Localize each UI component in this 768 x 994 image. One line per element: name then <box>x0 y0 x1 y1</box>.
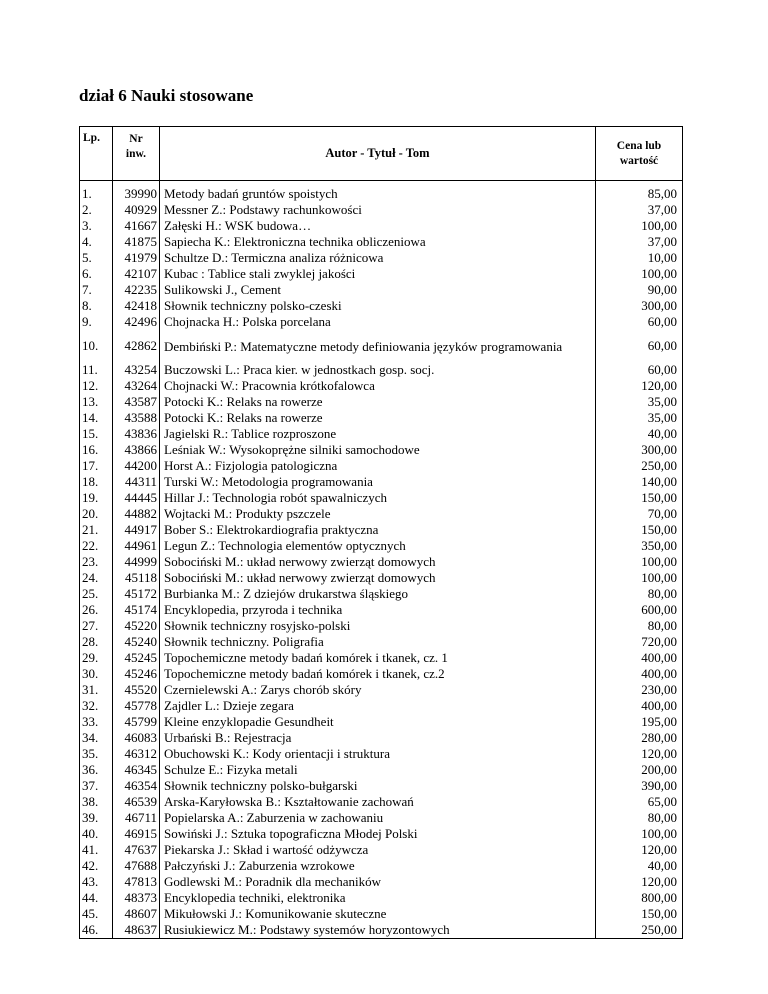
cell-lp: 33. <box>80 714 113 730</box>
cell-nr: 41875 <box>113 234 160 250</box>
table-row <box>80 858 683 874</box>
cell-nr: 45520 <box>113 682 160 698</box>
cell-nr: 43866 <box>113 442 160 458</box>
cell-title: Hillar J.: Technologia robót spawalniczych <box>160 490 596 506</box>
cell-title: Obuchowski K.: Kody orientacji i struktura <box>160 746 596 762</box>
header-row <box>80 127 683 181</box>
cell-title: Metody badań gruntów spoistych <box>160 186 596 202</box>
cell-lp: 13. <box>80 394 113 410</box>
table-row <box>80 410 683 426</box>
cell-price: 120,00 <box>596 874 683 890</box>
cell-price: 250,00 <box>596 922 683 939</box>
table-row <box>80 906 683 922</box>
cell-price: 140,00 <box>596 474 683 490</box>
table-row <box>80 682 683 698</box>
table-row <box>80 250 683 266</box>
cell-nr: 45246 <box>113 666 160 682</box>
cell-lp: 14. <box>80 410 113 426</box>
header-lp: Lp. <box>80 127 113 181</box>
cell-lp: 42. <box>80 858 113 874</box>
cell-title: Legun Z.: Technologia elementów optycznych <box>160 538 596 554</box>
cell-title: Mikułowski J.: Komunikowanie skuteczne <box>160 906 596 922</box>
cell-price: 40,00 <box>596 426 683 442</box>
cell-lp: 24. <box>80 570 113 586</box>
table-row <box>80 234 683 250</box>
cell-nr: 42496 <box>113 314 160 330</box>
cell-title: Słownik techniczny rosyjsko-polski <box>160 618 596 634</box>
cell-lp: 18. <box>80 474 113 490</box>
cell-price: 90,00 <box>596 282 683 298</box>
table-row <box>80 698 683 714</box>
cell-title: Horst A.: Fizjologia patologiczna <box>160 458 596 474</box>
table-row <box>80 714 683 730</box>
header-price: Cena lub wartość <box>596 127 683 181</box>
cell-title: Arska-Karyłowska B.: Kształtowanie zachowań <box>160 794 596 810</box>
cell-title: Turski W.: Metodologia programowania <box>160 474 596 490</box>
cell-title: Chojnacki W.: Pracownia krótkofalowca <box>160 378 596 394</box>
cell-lp: 8. <box>80 298 113 314</box>
cell-title: Pałczyński J.: Zaburzenia wzrokowe <box>160 858 596 874</box>
cell-nr: 45778 <box>113 698 160 714</box>
cell-nr: 46354 <box>113 778 160 794</box>
cell-price: 400,00 <box>596 698 683 714</box>
cell-lp: 46. <box>80 922 113 939</box>
cell-lp: 11. <box>80 362 113 378</box>
cell-nr: 39990 <box>113 186 160 202</box>
cell-lp: 7. <box>80 282 113 298</box>
cell-title: Burbianka M.: Z dziejów drukarstwa śląskiego <box>160 586 596 602</box>
cell-price: 350,00 <box>596 538 683 554</box>
cell-nr: 44917 <box>113 522 160 538</box>
cell-lp: 30. <box>80 666 113 682</box>
cell-price: 80,00 <box>596 618 683 634</box>
cell-nr: 42862 <box>113 330 160 362</box>
cell-nr: 43588 <box>113 410 160 426</box>
cell-price: 100,00 <box>596 826 683 842</box>
cell-nr: 47688 <box>113 858 160 874</box>
cell-title: Topochemiczne metody badań komórek i tkanek, cz. 1 <box>160 650 596 666</box>
cell-price: 390,00 <box>596 778 683 794</box>
cell-title: Kubac : Tablice stali zwyklej jakości <box>160 266 596 282</box>
cell-price: 35,00 <box>596 410 683 426</box>
page-title: dział 6 Nauki stosowane <box>79 86 254 105</box>
cell-price: 250,00 <box>596 458 683 474</box>
cell-nr: 44999 <box>113 554 160 570</box>
cell-lp: 27. <box>80 618 113 634</box>
cell-title: Encyklopedia techniki, elektronika <box>160 890 596 906</box>
cell-price: 100,00 <box>596 266 683 282</box>
table-row <box>80 458 683 474</box>
cell-lp: 41. <box>80 842 113 858</box>
cell-lp: 12. <box>80 378 113 394</box>
cell-price: 85,00 <box>596 186 683 202</box>
cell-title: Urbański B.: Rejestracja <box>160 730 596 746</box>
cell-lp: 31. <box>80 682 113 698</box>
cell-nr: 43587 <box>113 394 160 410</box>
cell-title: Topochemiczne metody badań komórek i tkanek, cz.2 <box>160 666 596 682</box>
cell-title: Słownik techniczny. Poligrafia <box>160 634 596 650</box>
cell-nr: 42418 <box>113 298 160 314</box>
cell-lp: 28. <box>80 634 113 650</box>
cell-price: 37,00 <box>596 202 683 218</box>
cell-price: 280,00 <box>596 730 683 746</box>
cell-price: 40,00 <box>596 858 683 874</box>
cell-nr: 41667 <box>113 218 160 234</box>
cell-nr: 44200 <box>113 458 160 474</box>
table-row <box>80 282 683 298</box>
table-row <box>80 218 683 234</box>
cell-lp: 39. <box>80 810 113 826</box>
cell-title: Zajdler L.: Dzieje zegara <box>160 698 596 714</box>
cell-lp: 1. <box>80 186 113 202</box>
cell-nr: 43836 <box>113 426 160 442</box>
cell-lp: 19. <box>80 490 113 506</box>
cell-title: Sobociński M.: układ nerwowy zwierząt domowych <box>160 570 596 586</box>
cell-lp: 36. <box>80 762 113 778</box>
cell-nr: 44961 <box>113 538 160 554</box>
cell-lp: 22. <box>80 538 113 554</box>
cell-nr: 46539 <box>113 794 160 810</box>
cell-price: 150,00 <box>596 906 683 922</box>
cell-price: 600,00 <box>596 602 683 618</box>
cell-price: 120,00 <box>596 378 683 394</box>
cell-price: 120,00 <box>596 746 683 762</box>
cell-lp: 40. <box>80 826 113 842</box>
cell-price: 37,00 <box>596 234 683 250</box>
table-row <box>80 778 683 794</box>
cell-price: 720,00 <box>596 634 683 650</box>
table-row <box>80 586 683 602</box>
cell-price: 300,00 <box>596 298 683 314</box>
cell-title: Popielarska A.: Zaburzenia w zachowaniu <box>160 810 596 826</box>
cell-lp: 35. <box>80 746 113 762</box>
header-nr: Nr inw. <box>113 127 160 181</box>
cell-nr: 42235 <box>113 282 160 298</box>
cell-nr: 45220 <box>113 618 160 634</box>
cell-title: Sulikowski J., Cement <box>160 282 596 298</box>
cell-lp: 2. <box>80 202 113 218</box>
table-row <box>80 394 683 410</box>
cell-lp: 38. <box>80 794 113 810</box>
cell-nr: 46915 <box>113 826 160 842</box>
cell-title: Jagielski R.: Tablice rozproszone <box>160 426 596 442</box>
cell-lp: 26. <box>80 602 113 618</box>
cell-nr: 45799 <box>113 714 160 730</box>
cell-nr: 44445 <box>113 490 160 506</box>
cell-title: Potocki K.: Relaks na rowerze <box>160 410 596 426</box>
cell-price: 120,00 <box>596 842 683 858</box>
cell-title: Leśniak W.: Wysokoprężne silniki samochodowe <box>160 442 596 458</box>
table-row <box>80 474 683 490</box>
cell-price: 195,00 <box>596 714 683 730</box>
table-row <box>80 490 683 506</box>
table-row <box>80 874 683 890</box>
table-row <box>80 378 683 394</box>
table-row <box>80 634 683 650</box>
cell-price: 70,00 <box>596 506 683 522</box>
table-row <box>80 842 683 858</box>
cell-lp: 16. <box>80 442 113 458</box>
cell-title: Piekarska J.: Skład i wartość odżywcza <box>160 842 596 858</box>
cell-nr: 46345 <box>113 762 160 778</box>
cell-price: 150,00 <box>596 490 683 506</box>
cell-price: 400,00 <box>596 666 683 682</box>
table-row <box>80 570 683 586</box>
cell-title: Chojnacka H.: Polska porcelana <box>160 314 596 330</box>
cell-lp: 6. <box>80 266 113 282</box>
cell-title: Sapiecha K.: Elektroniczna technika obliczeniowa <box>160 234 596 250</box>
table-row <box>80 922 683 939</box>
cell-lp: 17. <box>80 458 113 474</box>
table-row <box>80 186 683 202</box>
table-row <box>80 522 683 538</box>
table-row <box>80 810 683 826</box>
cell-title: Messner Z.: Podstawy rachunkowości <box>160 202 596 218</box>
cell-nr: 47637 <box>113 842 160 858</box>
cell-price: 800,00 <box>596 890 683 906</box>
cell-title: Czernielewski A.: Zarys chorób skóry <box>160 682 596 698</box>
cell-nr: 48607 <box>113 906 160 922</box>
cell-lp: 45. <box>80 906 113 922</box>
cell-nr: 40929 <box>113 202 160 218</box>
cell-lp: 32. <box>80 698 113 714</box>
cell-price: 100,00 <box>596 554 683 570</box>
table-row <box>80 826 683 842</box>
table-row <box>80 618 683 634</box>
table-row <box>80 602 683 618</box>
cell-lp: 15. <box>80 426 113 442</box>
cell-price: 150,00 <box>596 522 683 538</box>
cell-price: 10,00 <box>596 250 683 266</box>
table-row <box>80 554 683 570</box>
cell-title: Rusiukiewicz M.: Podstawy systemów horyzontowych <box>160 922 596 939</box>
cell-lp: 43. <box>80 874 113 890</box>
table-row <box>80 202 683 218</box>
cell-lp: 9. <box>80 314 113 330</box>
cell-lp: 29. <box>80 650 113 666</box>
cell-nr: 43254 <box>113 362 160 378</box>
table-row <box>80 314 683 330</box>
table-row <box>80 442 683 458</box>
cell-nr: 44311 <box>113 474 160 490</box>
table-row <box>80 746 683 762</box>
table-row <box>80 794 683 810</box>
table-body <box>80 181 683 939</box>
cell-price: 35,00 <box>596 394 683 410</box>
cell-nr: 45240 <box>113 634 160 650</box>
cell-title: Potocki K.: Relaks na rowerze <box>160 394 596 410</box>
cell-price: 60,00 <box>596 362 683 378</box>
cell-title: Słownik techniczny polsko-bułgarski <box>160 778 596 794</box>
cell-price: 100,00 <box>596 570 683 586</box>
cell-title: Encyklopedia, przyroda i technika <box>160 602 596 618</box>
cell-lp: 3. <box>80 218 113 234</box>
table-row <box>80 730 683 746</box>
cell-lp: 37. <box>80 778 113 794</box>
cell-price: 80,00 <box>596 810 683 826</box>
cell-price: 60,00 <box>596 330 683 362</box>
cell-title: Sowiński J.: Sztuka topograficzna Młodej Polski <box>160 826 596 842</box>
cell-lp: 4. <box>80 234 113 250</box>
cell-nr: 45118 <box>113 570 160 586</box>
cell-lp: 5. <box>80 250 113 266</box>
table-row <box>80 506 683 522</box>
cell-title: Sobociński M.: układ nerwowy zwierząt domowych <box>160 554 596 570</box>
cell-lp: 34. <box>80 730 113 746</box>
cell-title: Wojtacki M.: Produkty pszczele <box>160 506 596 522</box>
table-row <box>80 330 683 362</box>
table-row <box>80 426 683 442</box>
cell-lp: 20. <box>80 506 113 522</box>
cell-title: Słownik techniczny polsko-czeski <box>160 298 596 314</box>
cell-title: Buczowski L.: Praca kier. w jednostkach gosp. socj. <box>160 362 596 378</box>
cell-price: 230,00 <box>596 682 683 698</box>
cell-nr: 47813 <box>113 874 160 890</box>
cell-price: 300,00 <box>596 442 683 458</box>
cell-price: 400,00 <box>596 650 683 666</box>
cell-lp: 44. <box>80 890 113 906</box>
cell-title: Bober S.: Elektrokardiografia praktyczna <box>160 522 596 538</box>
table-row <box>80 650 683 666</box>
cell-nr: 46312 <box>113 746 160 762</box>
cell-price: 60,00 <box>596 314 683 330</box>
cell-lp: 10. <box>80 330 113 362</box>
table-row <box>80 298 683 314</box>
table-row <box>80 666 683 682</box>
cell-nr: 46711 <box>113 810 160 826</box>
cell-nr: 45172 <box>113 586 160 602</box>
table-row <box>80 538 683 554</box>
cell-nr: 44882 <box>113 506 160 522</box>
inventory-table <box>79 126 683 939</box>
cell-title: Załęski H.: WSK budowa… <box>160 218 596 234</box>
header-title: Autor - Tytuł - Tom <box>160 127 596 181</box>
cell-nr: 46083 <box>113 730 160 746</box>
cell-title: Godlewski M.: Poradnik dla mechaników <box>160 874 596 890</box>
cell-nr: 45245 <box>113 650 160 666</box>
cell-nr: 43264 <box>113 378 160 394</box>
table-row <box>80 762 683 778</box>
cell-nr: 45174 <box>113 602 160 618</box>
table-row <box>80 266 683 282</box>
cell-price: 80,00 <box>596 586 683 602</box>
table-row <box>80 890 683 906</box>
cell-title: Kleine enzyklopadie Gesundheit <box>160 714 596 730</box>
cell-title: Dembiński P.: Matematyczne metody definiowania języków programowania <box>160 330 596 362</box>
cell-nr: 41979 <box>113 250 160 266</box>
cell-nr: 42107 <box>113 266 160 282</box>
cell-price: 65,00 <box>596 794 683 810</box>
cell-nr: 48373 <box>113 890 160 906</box>
cell-title: Schultze D.: Termiczna analiza różnicowa <box>160 250 596 266</box>
table-row <box>80 362 683 378</box>
cell-price: 200,00 <box>596 762 683 778</box>
cell-title: Schulze E.: Fizyka metali <box>160 762 596 778</box>
cell-lp: 25. <box>80 586 113 602</box>
cell-lp: 23. <box>80 554 113 570</box>
cell-nr: 48637 <box>113 922 160 939</box>
cell-lp: 21. <box>80 522 113 538</box>
cell-price: 100,00 <box>596 218 683 234</box>
